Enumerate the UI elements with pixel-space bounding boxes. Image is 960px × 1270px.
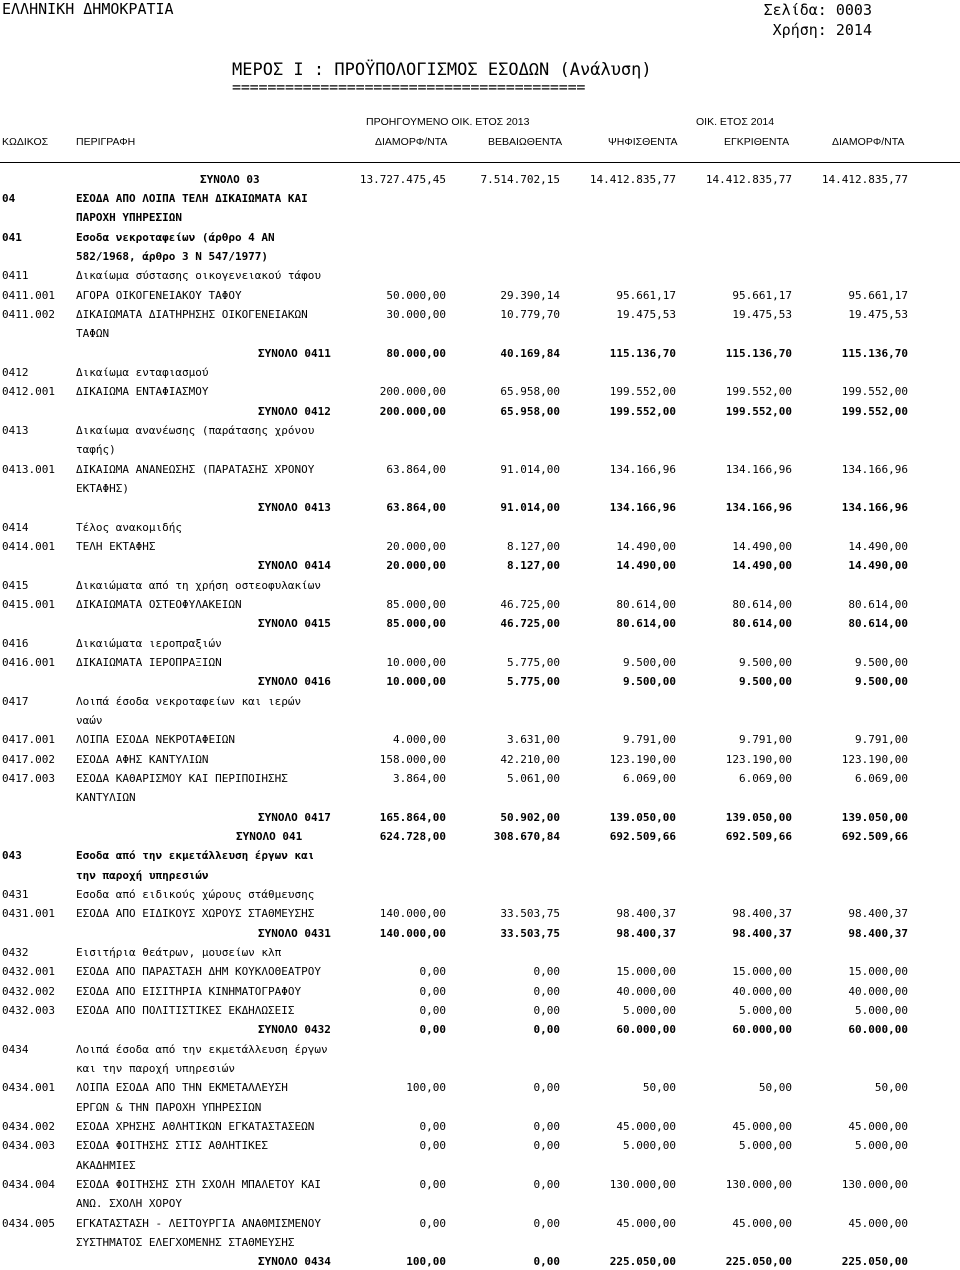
row-description: ΛΟΙΠΑ ΕΣΟΔΑ ΑΠΟ ΤΗΝ ΕΚΜΕΤΑΛΛΕΥΣΗ [76, 1081, 288, 1094]
row-total-label: ΣΥΝΟΛΟ 041 [236, 830, 303, 843]
row-total-label: ΣΥΝΟΛΟ 0431 [258, 927, 331, 940]
row-amount: 0,00 [419, 1004, 446, 1017]
row-amount: 225.050,00 [725, 1255, 792, 1268]
row-description: Λοιπά έσοδα από την εκμετάλλευση έργων [76, 1043, 328, 1056]
row-code: 0434.001 [2, 1081, 55, 1094]
row-amount: 225.050,00 [841, 1255, 908, 1268]
row-amount: 4.000,00 [393, 733, 446, 746]
row-amount: 14.490,00 [616, 540, 676, 553]
row-description: ΔΙΚΑΙΩΜΑΤΑ ΙΕΡΟΠΡΑΞΙΩΝ [76, 656, 222, 669]
row-description: ΕΓΚΑΤΑΣΤΑΣΗ - ΛΕΙΤΟΥΡΓΙΑ ΑΝΑΘΜΙΣΜΕΝΟΥ [76, 1217, 322, 1230]
row-amount: 80.614,00 [732, 617, 792, 630]
row-description: Δικαίωμα σύστασης οικογενειακού τάφου [76, 269, 322, 282]
row-amount: 80.614,00 [616, 598, 676, 611]
row-code: 0413 [2, 424, 29, 437]
row-amount: 50.902,00 [500, 811, 560, 824]
page-number: Σελίδα: 0003 [763, 1, 872, 19]
row-amount: 63.864,00 [386, 501, 446, 514]
row-amount: 134.166,96 [609, 463, 676, 476]
row-amount: 0,00 [533, 965, 560, 978]
row-amount: 14.490,00 [848, 559, 908, 572]
row-code: 0432.001 [2, 965, 55, 978]
row-amount: 0,00 [533, 1217, 560, 1230]
row-amount: 165.864,00 [379, 811, 446, 824]
row-amount: 0,00 [419, 1178, 446, 1191]
row-amount: 130.000,00 [841, 1178, 908, 1191]
row-amount: 9.791,00 [855, 733, 908, 746]
row-amount: 10.779,70 [500, 308, 560, 321]
row-description: ΤΕΛΗ ΕΚΤΑΦΗΣ [76, 540, 156, 553]
row-amount: 158.000,00 [379, 753, 446, 766]
row-code: 0434.002 [2, 1120, 55, 1133]
row-amount: 0,00 [419, 985, 446, 998]
row-amount: 9.500,00 [855, 675, 908, 688]
row-amount: 5.000,00 [623, 1004, 676, 1017]
column-header-voted: ΨΗΦΙΣΘΕΝΤΑ [608, 136, 678, 148]
row-amount: 80.614,00 [732, 598, 792, 611]
row-amount: 15.000,00 [616, 965, 676, 978]
row-amount: 139.050,00 [841, 811, 908, 824]
row-amount: 9.500,00 [739, 656, 792, 669]
row-amount: 20.000,00 [386, 559, 446, 572]
row-amount: 140.000,00 [379, 927, 446, 940]
country-header: ΕΛΛΗΝΙΚΗ ΔΗΜΟΚΡΑΤΙΑ [2, 0, 174, 18]
row-description: ΔΙΚΑΙΩΜΑΤΑ ΔΙΑΤΗΡΗΣΗΣ ΟΙΚΟΓΕΝΕΙΑΚΩΝ [76, 308, 308, 321]
row-description: ΕΣΟΔΑ ΑΠΟ ΛΟΙΠΑ ΤΕΛΗ ΔΙΚΑΙΩΜΑΤΑ ΚΑΙ [76, 192, 308, 205]
row-amount: 10.000,00 [386, 656, 446, 669]
row-amount: 0,00 [533, 1004, 560, 1017]
row-description: Εισιτήρια θεάτρων, μουσείων κλπ [76, 946, 282, 959]
row-amount: 0,00 [533, 1255, 560, 1268]
row-description: ΕΣΟΔΑ ΚΑΘΑΡΙΣΜΟΥ ΚΑΙ ΠΕΡΙΠΟΙΗΣΗΣ [76, 772, 288, 785]
row-amount: 199.552,00 [841, 405, 908, 418]
row-description: 582/1968, άρθρο 3 Ν 547/1977) [76, 250, 269, 263]
row-description: ΕΣΟΔΑ ΦΟΙΤΗΣΗΣ ΣΤΙΣ ΑΘΛΗΤΙΚΕΣ [76, 1139, 269, 1152]
row-amount: 199.552,00 [841, 385, 908, 398]
row-amount: 0,00 [533, 1178, 560, 1191]
page-info [764, 0, 872, 40]
row-amount: 200.000,00 [379, 405, 446, 418]
row-code: 0432 [2, 946, 29, 959]
row-code: 0411.001 [2, 289, 55, 302]
row-amount: 123.190,00 [841, 753, 908, 766]
row-amount: 63.864,00 [386, 463, 446, 476]
row-amount: 3.864,00 [393, 772, 446, 785]
row-code: 0411.002 [2, 308, 55, 321]
cur-year-group-header: ΟΙΚ. ΕΤΟΣ 2014 [696, 116, 775, 128]
row-amount: 5.000,00 [739, 1139, 792, 1152]
row-amount: 19.475,53 [616, 308, 676, 321]
row-description: Εσοδα από την εκμετάλλευση έργων και [76, 849, 315, 862]
header-rule [0, 162, 960, 163]
row-code: 041 [2, 231, 22, 244]
row-amount: 14.412.835,77 [705, 173, 792, 186]
row-amount: 0,00 [533, 1120, 560, 1133]
row-amount: 45.000,00 [848, 1120, 908, 1133]
row-amount: 14.490,00 [848, 540, 908, 553]
row-code: 0431.001 [2, 907, 55, 920]
row-description: Δικαίωμα ανανέωσης (παράτασης χρόνου [76, 424, 315, 437]
row-total-label: ΣΥΝΟΛΟ 0432 [258, 1023, 331, 1036]
row-amount: 100,00 [406, 1081, 446, 1094]
row-code: 0416 [2, 637, 29, 650]
row-code: 0416.001 [2, 656, 55, 669]
row-description: και την παροχή υπηρεσιών [76, 1062, 235, 1075]
row-description: ΤΑΦΩΝ [76, 327, 110, 340]
row-code: 0417.003 [2, 772, 55, 785]
row-description: ΕΣΟΔΑ ΑΠΟ ΠΑΡΑΣΤΑΣΗ ΔΗΜ ΚΟΥΚΛΟΘΕΑΤΡΟΥ [76, 965, 322, 978]
row-amount: 60.000,00 [848, 1023, 908, 1036]
row-amount: 98.400,37 [848, 907, 908, 920]
row-amount: 45.000,00 [732, 1217, 792, 1230]
row-code: 0434.004 [2, 1178, 55, 1191]
row-description: ΚΑΝΤΥΛΙΩΝ [76, 791, 136, 804]
row-amount: 6.069,00 [739, 772, 792, 785]
row-code: 0417.002 [2, 753, 55, 766]
row-amount: 0,00 [419, 965, 446, 978]
row-amount: 5.775,00 [507, 656, 560, 669]
row-amount: 65.958,00 [500, 385, 560, 398]
row-amount: 45.000,00 [848, 1217, 908, 1230]
row-amount: 98.400,37 [848, 927, 908, 940]
row-amount: 115.136,70 [841, 347, 908, 360]
row-description: Δικαιώματα από τη χρήση οστεοφυλακίων [76, 579, 322, 592]
column-header-amended: ΔΙΑΜΟΡΦ/ΝΤΑ [832, 136, 905, 148]
row-amount: 5.000,00 [855, 1139, 908, 1152]
row-amount: 65.958,00 [500, 405, 560, 418]
row-amount: 5.000,00 [739, 1004, 792, 1017]
row-amount: 0,00 [419, 1120, 446, 1133]
row-description: ΔΙΚΑΙΩΜΑ ΑΝΑΝΕΩΣΗΣ (ΠΑΡΑΤΑΣΗΣ ΧΡΟΝΟΥ [76, 463, 315, 476]
column-header-description: ΠΕΡΙΓΡΑΦΗ [76, 136, 136, 148]
row-amount: 7.514.702,15 [480, 173, 560, 186]
row-description: Τέλος ανακομιδής [76, 521, 182, 534]
row-amount: 91.014,00 [500, 463, 560, 476]
row-description: ναών [76, 714, 103, 727]
row-code: 0434.003 [2, 1139, 55, 1152]
row-amount: 20.000,00 [386, 540, 446, 553]
row-amount: 14.490,00 [616, 559, 676, 572]
row-code: 0414.001 [2, 540, 55, 553]
row-code: 0413.001 [2, 463, 55, 476]
row-code: 0431 [2, 888, 29, 901]
row-amount: 9.500,00 [623, 675, 676, 688]
column-header-approved: ΕΓΚΡΙΘΕΝΤΑ [724, 136, 790, 148]
row-description: ΠΑΡΟΧΗ ΥΠΗΡΕΣΙΩΝ [76, 211, 182, 224]
row-description: ΑΚΑΔΗΜΙΕΣ [76, 1159, 136, 1172]
row-amount: 123.190,00 [725, 753, 792, 766]
row-amount: 95.661,17 [616, 289, 676, 302]
row-code: 0415.001 [2, 598, 55, 611]
row-amount: 5.061,00 [507, 772, 560, 785]
row-amount: 5.775,00 [507, 675, 560, 688]
row-amount: 80.000,00 [386, 347, 446, 360]
row-description: Δικαίωμα ενταφιασμού [76, 366, 209, 379]
row-amount: 98.400,37 [732, 927, 792, 940]
row-code: 04 [2, 192, 16, 205]
row-amount: 8.127,00 [507, 559, 560, 572]
row-amount: 50,00 [758, 1081, 792, 1094]
row-description: ΑΓΟΡΑ ΟΙΚΟΓΕΝΕΙΑΚΟΥ ΤΑΦΟΥ [76, 289, 242, 302]
row-description: ταφής) [76, 443, 116, 456]
row-description: ΕΣΟΔΑ ΦΟΙΤΗΣΗΣ ΣΤΗ ΣΧΟΛΗ ΜΠΑΛΕΤΟΥ ΚΑΙ [76, 1178, 322, 1191]
row-description: Δικαιώματα ιεροπραξιών [76, 637, 222, 650]
row-total-label: ΣΥΝΟΛΟ 0412 [258, 405, 331, 418]
row-amount: 0,00 [533, 1081, 560, 1094]
row-description: ΛΟΙΠΑ ΕΣΟΔΑ ΝΕΚΡΟΤΑΦΕΙΩΝ [76, 733, 235, 746]
row-amount: 14.490,00 [732, 540, 792, 553]
row-amount: 134.166,96 [725, 501, 792, 514]
fiscal-year: Χρήση: 2014 [772, 21, 872, 39]
row-amount: 0,00 [419, 1023, 446, 1036]
row-code: 0414 [2, 521, 29, 534]
row-description: ΕΣΟΔΑ ΑΠΟ ΕΙΔΙΚΟΥΣ ΧΩΡΟΥΣ ΣΤΑΘΜΕΥΣΗΣ [76, 907, 315, 920]
row-description: ΕΣΟΔΑ ΑΦΗΣ ΚΑΝΤΥΛΙΩΝ [76, 753, 209, 766]
row-amount: 40.169,84 [500, 347, 560, 360]
row-amount: 80.614,00 [848, 617, 908, 630]
row-amount: 14.490,00 [732, 559, 792, 572]
row-amount: 33.503,75 [500, 927, 560, 940]
row-total-label: ΣΥΝΟΛΟ 0413 [258, 501, 331, 514]
row-description: ΔΙΚΑΙΩΜΑ ΕΝΤΑΦΙΑΣΜΟΥ [76, 385, 209, 398]
row-code: 0434.005 [2, 1217, 55, 1230]
row-amount: 13.727.475,45 [359, 173, 446, 186]
row-description: Εσοδα νεκροταφείων (άρθρο 4 ΑΝ [76, 231, 275, 244]
row-amount: 85.000,00 [386, 617, 446, 630]
row-amount: 6.069,00 [855, 772, 908, 785]
row-amount: 15.000,00 [848, 965, 908, 978]
row-amount: 3.631,00 [507, 733, 560, 746]
row-amount: 50,00 [874, 1081, 908, 1094]
row-description: την παροχή υπηρεσιών [76, 869, 209, 882]
row-amount: 6.069,00 [623, 772, 676, 785]
row-description: ΕΣΟΔΑ ΧΡΗΣΗΣ ΑΘΛΗΤΙΚΩΝ ΕΓΚΑΤΑΣΤΑΣΕΩΝ [76, 1120, 315, 1133]
row-amount: 42.210,00 [500, 753, 560, 766]
row-amount: 134.166,96 [609, 501, 676, 514]
row-amount: 115.136,70 [609, 347, 676, 360]
row-amount: 60.000,00 [616, 1023, 676, 1036]
row-amount: 80.614,00 [616, 617, 676, 630]
row-amount: 95.661,17 [732, 289, 792, 302]
row-amount: 40.000,00 [848, 985, 908, 998]
row-amount: 80.614,00 [848, 598, 908, 611]
row-amount: 199.552,00 [609, 405, 676, 418]
row-description: ΕΣΟΔΑ ΑΠΟ ΠΟΛΙΤΙΣΤΙΚΕΣ ΕΚΔΗΛΩΣΕΙΣ [76, 1004, 295, 1017]
row-amount: 5.000,00 [623, 1139, 676, 1152]
column-header-prev-amended: ΔΙΑΜΟΡΦ/ΝΤΑ [375, 136, 448, 148]
page-title: ΜΕΡΟΣ Ι : ΠΡΟΫΠΟΛΟΓΙΣΜΟΣ ΕΣΟΔΩΝ (Ανάλυση) [232, 60, 652, 80]
row-amount: 199.552,00 [609, 385, 676, 398]
row-amount: 40.000,00 [732, 985, 792, 998]
row-code: 0415 [2, 579, 29, 592]
row-description: ΔΙΚΑΙΩΜΑΤΑ ΟΣΤΕΟΦΥΛΑΚΕΙΩΝ [76, 598, 242, 611]
row-amount: 134.166,96 [725, 463, 792, 476]
row-amount: 45.000,00 [616, 1217, 676, 1230]
row-amount: 19.475,53 [848, 308, 908, 321]
row-total-label: ΣΥΝΟΛΟ 0411 [258, 347, 331, 360]
row-amount: 9.500,00 [623, 656, 676, 669]
row-code: 0412 [2, 366, 29, 379]
column-header-code: ΚΩΔΙΚΟΣ [2, 136, 49, 148]
row-amount: 0,00 [419, 1139, 446, 1152]
row-total-label: ΣΥΝΟΛΟ 03 [200, 173, 260, 186]
row-code: 0432.002 [2, 985, 55, 998]
row-amount: 130.000,00 [609, 1178, 676, 1191]
row-code: 0417.001 [2, 733, 55, 746]
row-amount: 14.412.835,77 [589, 173, 676, 186]
title-underline: ======================================== [232, 78, 586, 96]
row-code: 0417 [2, 695, 29, 708]
row-amount: 0,00 [419, 1217, 446, 1230]
row-total-label: ΣΥΝΟΛΟ 0434 [258, 1255, 331, 1268]
row-amount: 115.136,70 [725, 347, 792, 360]
row-description: ΑΝΩ. ΣΧΟΛΗ ΧΟΡΟΥ [76, 1197, 182, 1210]
row-amount: 85.000,00 [386, 598, 446, 611]
row-amount: 46.725,00 [500, 598, 560, 611]
row-description: ΕΡΓΩΝ & ΤΗΝ ΠΑΡΟΧΗ ΥΠΗΡΕΣΙΩΝ [76, 1101, 262, 1114]
row-amount: 19.475,53 [732, 308, 792, 321]
row-amount: 45.000,00 [616, 1120, 676, 1133]
row-amount: 5.000,00 [855, 1004, 908, 1017]
row-amount: 0,00 [533, 1139, 560, 1152]
row-amount: 123.190,00 [609, 753, 676, 766]
row-code: 043 [2, 849, 22, 862]
row-amount: 98.400,37 [616, 927, 676, 940]
row-amount: 100,00 [406, 1255, 446, 1268]
row-description: ΣΥΣΤΗΜΑΤΟΣ ΕΛΕΓΧΟΜΕΝΗΣ ΣΤΑΘΜΕΥΣΗΣ [76, 1236, 295, 1249]
row-amount: 14.412.835,77 [821, 173, 908, 186]
row-amount: 199.552,00 [725, 405, 792, 418]
row-amount: 30.000,00 [386, 308, 446, 321]
row-amount: 308.670,84 [493, 830, 560, 843]
row-amount: 692.509,66 [841, 830, 908, 843]
row-amount: 15.000,00 [732, 965, 792, 978]
row-amount: 98.400,37 [732, 907, 792, 920]
row-amount: 140.000,00 [379, 907, 446, 920]
row-amount: 225.050,00 [609, 1255, 676, 1268]
row-amount: 46.725,00 [500, 617, 560, 630]
row-amount: 10.000,00 [386, 675, 446, 688]
row-amount: 9.791,00 [623, 733, 676, 746]
row-amount: 45.000,00 [732, 1120, 792, 1133]
row-code: 0411 [2, 269, 29, 282]
row-amount: 139.050,00 [609, 811, 676, 824]
row-amount: 692.509,66 [725, 830, 792, 843]
row-amount: 95.661,17 [848, 289, 908, 302]
row-description: Λοιπά έσοδα νεκροταφείων και ιερών [76, 695, 302, 708]
row-amount: 200.000,00 [379, 385, 446, 398]
row-description: Εσοδα από ειδικούς χώρους στάθμευσης [76, 888, 315, 901]
row-amount: 33.503,75 [500, 907, 560, 920]
row-amount: 139.050,00 [725, 811, 792, 824]
row-amount: 50.000,00 [386, 289, 446, 302]
prev-year-group-header: ΠΡΟΗΓΟΥΜΕΝΟ ΟΙΚ. ΕΤΟΣ 2013 [366, 116, 530, 128]
row-amount: 50,00 [642, 1081, 676, 1094]
row-amount: 98.400,37 [616, 907, 676, 920]
row-amount: 130.000,00 [725, 1178, 792, 1191]
row-code: 0434 [2, 1043, 29, 1056]
row-amount: 134.166,96 [841, 501, 908, 514]
row-amount: 9.500,00 [739, 675, 792, 688]
row-amount: 134.166,96 [841, 463, 908, 476]
row-amount: 0,00 [533, 985, 560, 998]
row-amount: 624.728,00 [379, 830, 446, 843]
row-code: 0412.001 [2, 385, 55, 398]
row-amount: 0,00 [533, 1023, 560, 1036]
row-amount: 91.014,00 [500, 501, 560, 514]
row-amount: 9.791,00 [739, 733, 792, 746]
row-total-label: ΣΥΝΟΛΟ 0415 [258, 617, 331, 630]
row-total-label: ΣΥΝΟΛΟ 0414 [258, 559, 331, 572]
row-amount: 29.390,14 [500, 289, 560, 302]
row-amount: 692.509,66 [609, 830, 676, 843]
row-code: 0432.003 [2, 1004, 55, 1017]
row-description: ΕΚΤΑΦΗΣ) [76, 482, 129, 495]
row-description: ΕΣΟΔΑ ΑΠΟ ΕΙΣΙΤΗΡΙΑ ΚΙΝΗΜΑΤΟΓΡΑΦΟΥ [76, 985, 302, 998]
row-amount: 199.552,00 [725, 385, 792, 398]
column-header-certified: ΒΕΒΑΙΩΘΕΝΤΑ [488, 136, 563, 148]
row-amount: 9.500,00 [855, 656, 908, 669]
row-amount: 40.000,00 [616, 985, 676, 998]
row-total-label: ΣΥΝΟΛΟ 0416 [258, 675, 331, 688]
row-amount: 8.127,00 [507, 540, 560, 553]
row-total-label: ΣΥΝΟΛΟ 0417 [258, 811, 331, 824]
row-amount: 60.000,00 [732, 1023, 792, 1036]
